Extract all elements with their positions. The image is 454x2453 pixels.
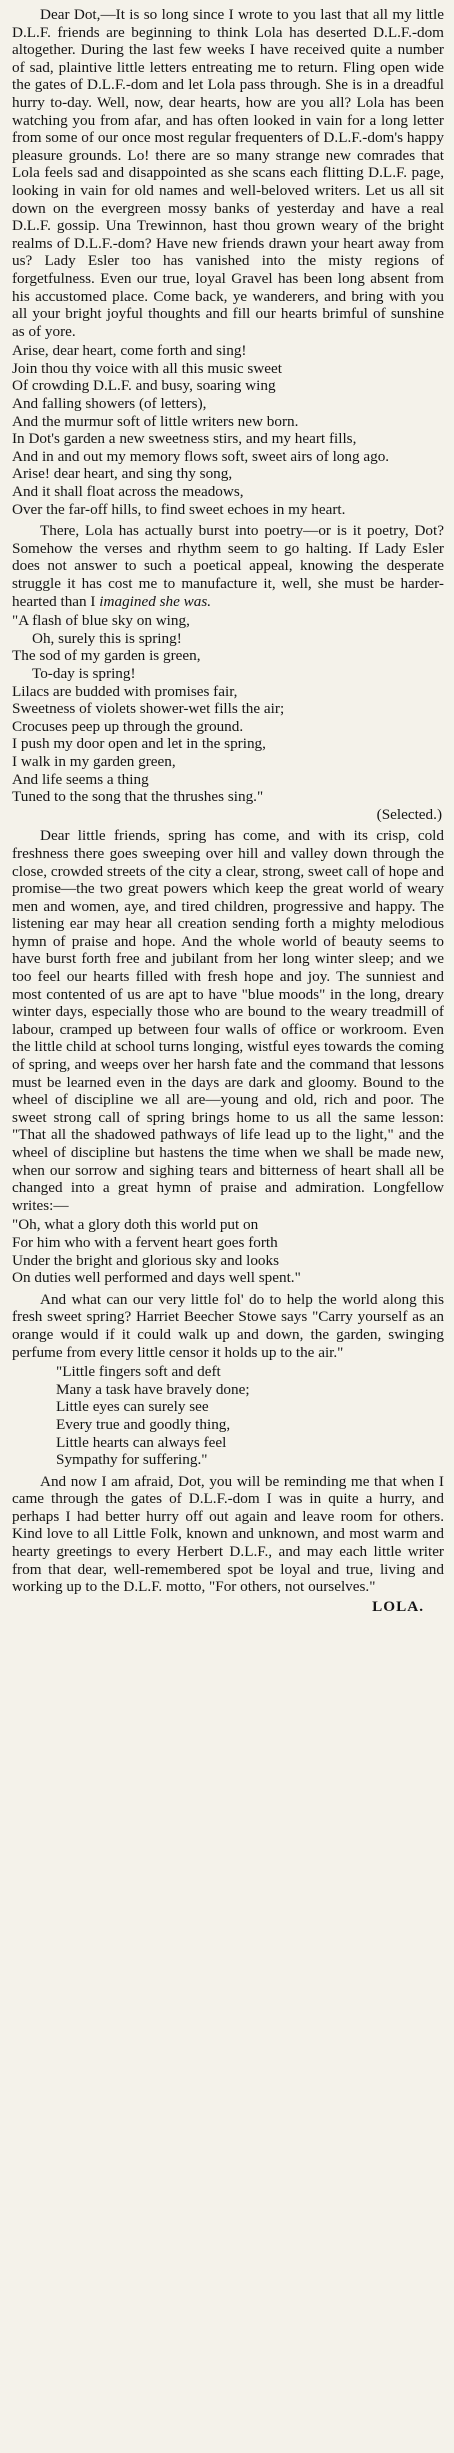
poem-line: For him who with a fervent heart goes forth — [12, 1233, 278, 1251]
poem-line: Lilacs are budded with promises fair, — [12, 682, 238, 700]
poem-line: Join thou thy voice with all this music sweet — [12, 359, 282, 377]
poem-line: "A flash of blue sky on wing, — [12, 612, 190, 630]
selected-attribution: (Selected.) — [376, 805, 442, 823]
poem-line: Little hearts can always feel — [56, 1433, 227, 1451]
poem-line: I push my door open and let in the spring, — [12, 735, 266, 753]
paragraph-greeting: Dear Dot,—It is so long since I wrote to you last that all my little D.L.F. friends are beginning to think Lola has deserted D.L.F.-dom altogether. During the last few weeks I have received quite a number of sad, plaintive little letters entreating me to return. Fling open wide the gates of D.L.F.-dom and let Lola pass through. She is in a dreadful hurry to-day. Well, now, dear hearts, how are you all? Lola has been watching you from afar, and has often looked in vain for a long letter from some of our once most regular frequenters of D.L.F.-dom's happy pleasure grounds. Lo! there are so many strange new comrades that Lola feels sad and disappointed as she scans each flitting D.L.F. page, looking in vain for old names and well-beloved writers. Let us all sit down on the evergreen mossy banks of yesterday and have a real D.L.F. gossip. Una Trewinnon, hast thou grown weary of the bright realms of D.L.F.-dom? Have new friends drawn your heart away from us? Lady Esler too has vanished into the misty regions of forgetfulness. Even our true, loyal Gravel has been long absent from his accustomed place. Come back, ye wanderers, and bring with you all your bright joyful thoughts and fill our hearts brimful of sunshine as of yore. — [12, 6, 444, 340]
poem-line: Every true and goodly thing, — [56, 1415, 231, 1433]
poem-line: In Dot's garden a new sweetness stirs, and my heart fills, — [12, 430, 357, 448]
poem-line: Little eyes can surely see — [56, 1398, 209, 1416]
poem-line: I walk in my garden green, — [12, 752, 176, 770]
poem-line: Arise, dear heart, come forth and sing! — [12, 342, 247, 360]
poem-line: And falling showers (of letters), — [12, 395, 207, 413]
poem-line: Many a task have bravely done; — [56, 1380, 250, 1398]
poem-arise-dear-heart — [12, 342, 444, 518]
paragraph-spring: Dear little friends, spring has come, and with its crisp, cold freshness there goes sweeping over hill and valley down through the close, crowded streets of the city a clear, strong, sweet call of hope and promise—the two great powers which keep the great world of weary men and women, aye, and tired children, progressive and happy. The listening ear may hear all creation sending forth a mighty melodious hymn of praise and hope. And the whole world of beauty seems to have burst forth free and jubilant from her long winter sleep; and we too feel our hearts filled with fresh hope and joy. The sunniest and most contented of us are apt to have "blue moods" in the long, dreary winter days, especially those who are bound to the weary treadmill of labour, cramped up between four walls of office or workroom. Even the little child at school turns longing, wistful eyes towards the coming of spring, and weeps over her harsh fate and the command that lessons must be learned even in the days are dark and gloomy. Bound to the wheel of discipline we all are—young and old, rich and poor. The sweet strong call of spring brings home to us all the same lesson: "That all the shadowed pathways of life lead up to the light," and the wheel of discipline but hastens the time when we shall be made new, when our sorrow and sighing tears and bitterness of heart shall all be changed into a great hymn of praise and admiration. Longfellow writes:— — [12, 827, 444, 1214]
poem-line: And the murmur soft of little writers new born. — [12, 412, 299, 430]
poem-line: On duties well performed and days well spent." — [12, 1269, 301, 1287]
poem-line: To-day is spring! — [32, 664, 136, 682]
poem-line: Oh, surely this is spring! — [32, 629, 182, 647]
poem-line: "Oh, what a glory doth this world put on — [12, 1216, 259, 1234]
poem-line: Tuned to the song that the thrushes sing." — [12, 788, 264, 806]
poem-line: Over the far-off hills, to find sweet echoes in my heart. — [12, 500, 346, 518]
poem-line: And it shall float across the meadows, — [12, 483, 244, 501]
poem-line: Of crowding D.L.F. and busy, soaring wing — [12, 377, 276, 395]
paragraph-little-folk: And what can our very little fol' do to help the world along this fresh sweet spring? Harriet Beecher Stowe says "Carry yourself as an orange would if it could walk up and down, the garden, swinging perfume from every little censor it holds up to the air." — [12, 1290, 444, 1361]
signature: LOLA. — [372, 1597, 424, 1615]
paragraph-poetry-text: There, Lola has actually burst into poetry—or is it poetry, Dot? Somehow the verses and rhythm seem to go halting. If Lady Esler does not answer to such a poetical appeal, knowing the desperate struggle it has cost me to manufacture it, well, she must be harder-hearted than I — [12, 522, 444, 610]
paragraph-poetry-cut-text: imagined she was. — [99, 592, 212, 610]
paragraph-closing: And now I am afraid, Dot, you will be reminding me that when I came through the gates of D.L.F.-dom I was in quite a hurry, and perhaps I had better hurry off out again and leave room for others. Kind love to all Little Folk, known and unknown, and most warm and hearty greetings to every Herbert D.L.F., and may each little writer from that dear, well-remembered spot be loyal and true, living and working up to the D.L.F. motto, "For others, not ourselves." — [12, 1472, 444, 1596]
poem-line: The sod of my garden is green, — [12, 647, 201, 665]
poem-line: And in and out my memory flows soft, sweet airs of long ago. — [12, 447, 390, 465]
poem-line: Arise! dear heart, and sing thy song, — [12, 465, 233, 483]
poem-line: Crocuses peep up through the ground. — [12, 717, 244, 735]
poem-longfellow-quote — [12, 1216, 444, 1286]
poem-line: "Little fingers soft and deft — [56, 1363, 221, 1381]
paragraph-poetry — [12, 522, 444, 610]
poem-flash-of-blue-sky — [12, 612, 444, 823]
poem-little-fingers — [12, 1363, 444, 1469]
poem-line: Sympathy for suffering." — [56, 1451, 208, 1469]
poem-line: And life seems a thing — [12, 770, 149, 788]
poem-line: Under the bright and glorious sky and looks — [12, 1251, 280, 1269]
poem-line: Sweetness of violets shower-wet fills the air; — [12, 700, 285, 718]
